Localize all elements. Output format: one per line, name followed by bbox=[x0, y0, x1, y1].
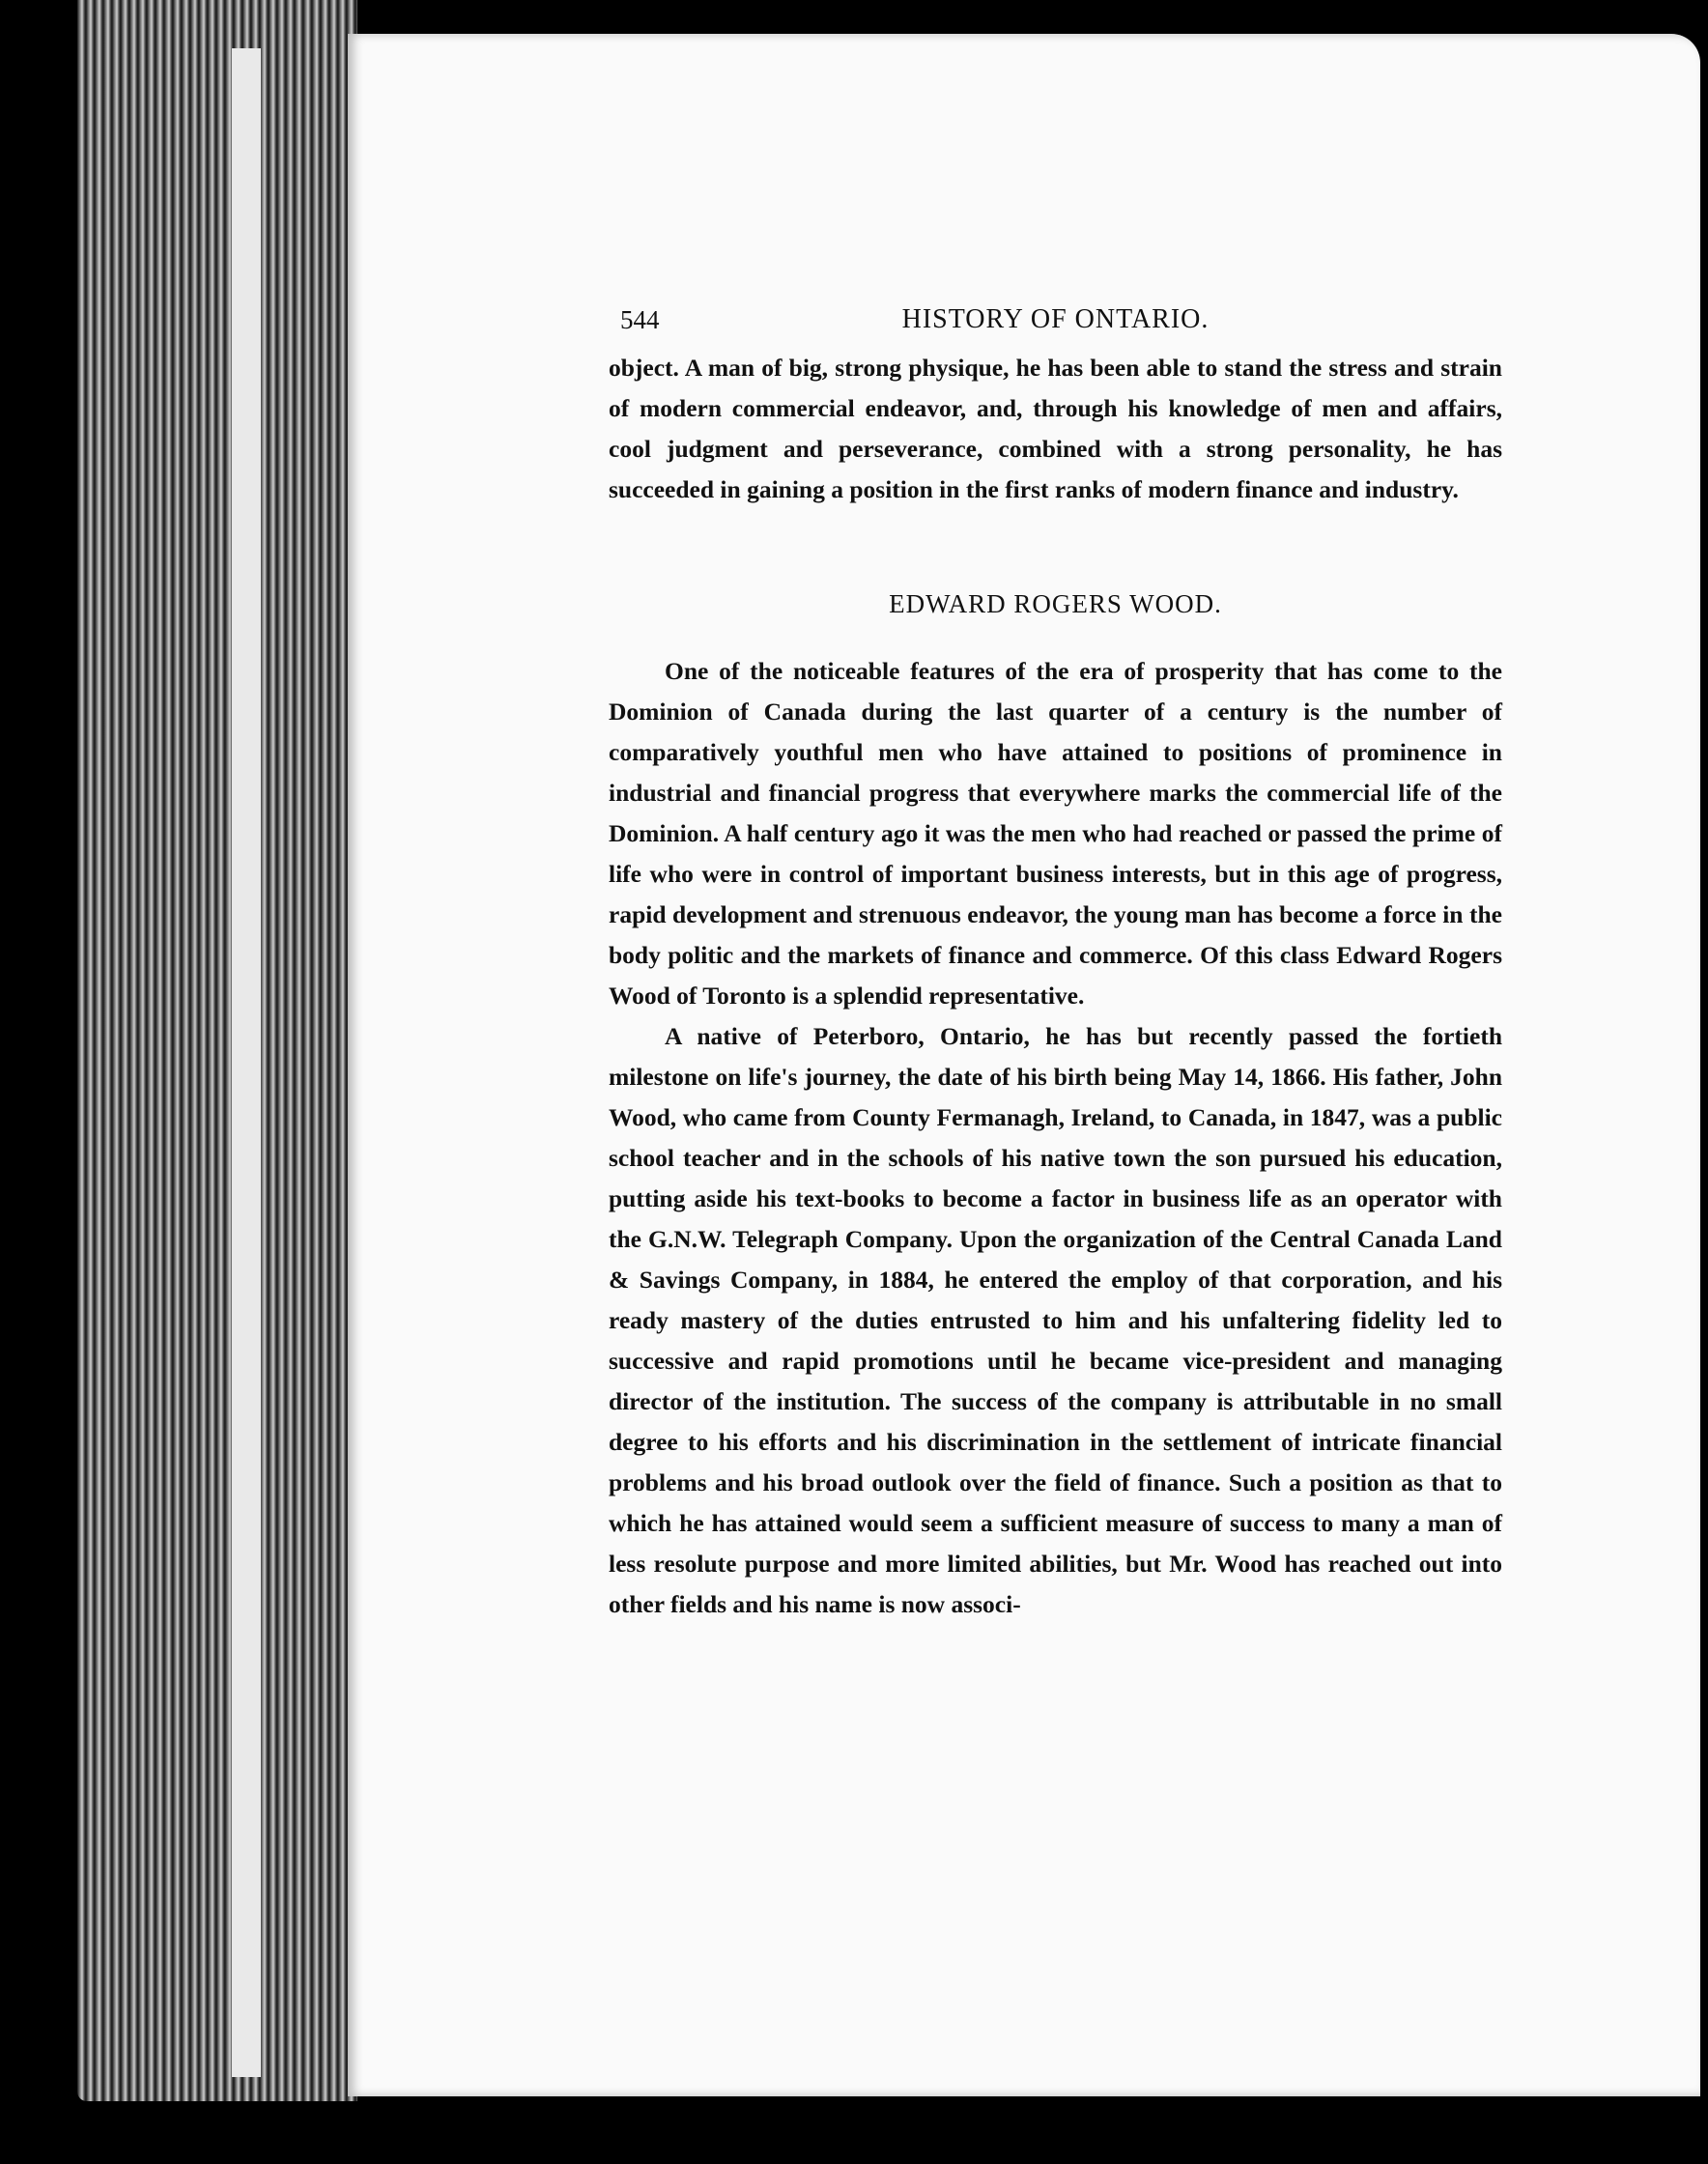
page-content bbox=[609, 290, 1502, 1625]
continuation-paragraph: object. A man of big, strong physique, he has been able to stand the stress and strain of modern commercial endeavor, and, through his knowledge of men and affairs, cool judgment and perseverance, combined with a strong personality, he has succeeded in gaining a position in the first ranks of modern finance and industry. bbox=[609, 354, 1502, 503]
running-head bbox=[609, 290, 1502, 348]
section-heading: EDWARD ROGERS WOOD. bbox=[889, 589, 1222, 618]
running-title: HISTORY OF ONTARIO. bbox=[901, 304, 1210, 334]
body-paragraph-2: A native of Peterboro, Ontario, he has but recently passed the fortieth milestone on life's journey, the date of his birth being May 14, 1866. His father, John Wood, who came from County Fermanagh, Ireland, to Canada, in 1847, was a public school teacher and in the schools of his native town the son pursued his education, putting aside his text-books to become a factor in business life as an operator with the G.N.W. Telegraph Company. Upon the organization of the Central Canada Land & Savings Company, in 1884, he entered the employ of that corporation, and his ready mastery of the duties entrusted to him and his unfaltering fidelity led to successive and rapid promotions until he became vice-president and managing director of the institution. The success of the company is attributable in no small degree to his efforts and his discrimination in the settlement of intricate financial problems and his broad outlook over the field of finance. Such a position as that to which he has attained would seem a sufficient measure of success to many a man of less resolute purpose and more limited abilities, but Mr. Wood has reached out into other fields and his name is now associ- bbox=[609, 1022, 1502, 1618]
page-number: 544 bbox=[620, 305, 660, 334]
body-paragraph-1: One of the noticeable features of the era of prosperity that has come to the Dominion of Canada during the last quarter of a century is the number of comparatively youthful men who have attained to positions of prominence in industrial and financial progress that everywhere marks the commercial life of the Dominion. A half century ago it was the men who had reached or passed the prime of life who were in control of important business interests, but in this age of progress, rapid development and strenuous endeavor, the young man has become a force in the body politic and the markets of finance and commerce. Of this class Edward Rogers Wood of Toronto is a splendid representative. bbox=[609, 657, 1502, 1010]
inner-page-strip bbox=[232, 48, 261, 2077]
book-page-edges bbox=[77, 0, 357, 2101]
